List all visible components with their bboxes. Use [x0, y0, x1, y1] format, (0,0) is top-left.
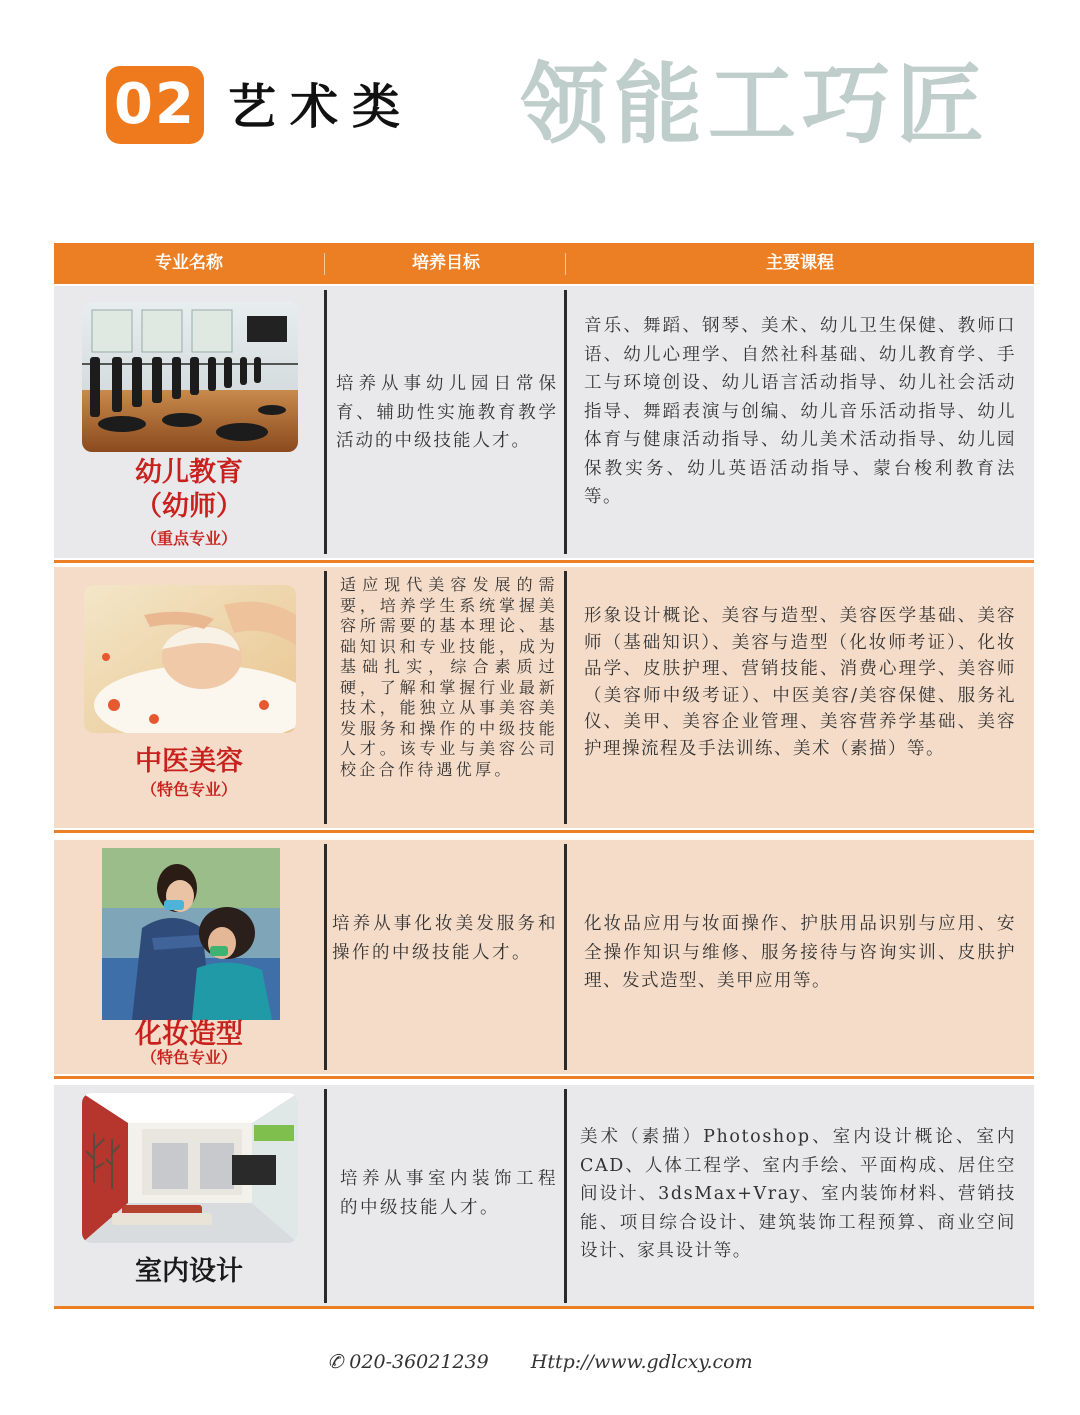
row-divider — [54, 560, 1034, 563]
major-name: 化妆造型 — [135, 1019, 243, 1050]
category-title: 艺术类 — [228, 79, 415, 135]
main-courses: 形象设计概论、美容与造型、美容医学基础、美容师（基础知识）、美容与造型（化妆师考证）、化妆品学、皮肤护理、营销技能、消费心理学、美容师（美容师中级考证）、中医美容/美容保健、服务礼仪、美甲、美容企业管理、美容营养学基础、美容护理操流程及手法训练、美术（素描）等。 — [584, 606, 1016, 759]
dance-studio-photo — [82, 302, 298, 452]
row-divider — [54, 1306, 1034, 1309]
table-row — [54, 1085, 1034, 1307]
section-number-badge: 02 — [106, 66, 204, 144]
column-divider — [324, 1089, 327, 1303]
column-header-goal: 培养目标 — [412, 253, 480, 273]
facial-massage-photo — [84, 585, 296, 733]
column-header-major: 专业名称 — [155, 253, 223, 273]
column-header-courses: 主要课程 — [766, 253, 834, 273]
major-name: 室内设计 — [135, 1256, 243, 1287]
row-divider — [54, 1076, 1034, 1079]
training-goal: 适应现代美容发展的需要，培养学生系统掌握美容所需要的基本理论、基础知识和专业技能，成为基础扎实，综合素质过硬，了解和掌握行业最新技术，能独立从事美容美发服务和操作的中级技能人才。该专业与美容公司校企合作待遇优厚。 — [340, 575, 558, 779]
training-goal: 培养从事化妆美发服务和操作的中级技能人才。 — [332, 914, 558, 963]
column-divider — [564, 844, 567, 1070]
footer — [0, 1347, 1080, 1377]
major-tag: （特色专业） — [140, 1048, 237, 1067]
column-divider — [564, 1089, 567, 1303]
main-courses: 美术（素描）Photoshop、室内设计概论、室内CAD、人体工程学、室内手绘、平面构成、居住空间设计、3dsMax+Vray、室内装饰材料、营销技能、项目综合设计、建筑装饰工程预算、商业空间设计、家具设计等。 — [580, 1127, 1016, 1261]
major-name: 中医美容 — [135, 746, 243, 777]
major-subtitle: （幼师） — [135, 491, 243, 522]
training-goal: 培养从事幼儿园日常保育、辅助性实施教育教学活动的中级技能人才。 — [336, 374, 558, 451]
main-courses: 音乐、舞蹈、钢琴、美术、幼儿卫生保健、教师口语、幼儿心理学、自然社科基础、幼儿教育学、手工与环境创设、幼儿语言活动指导、幼儿社会活动指导、舞蹈表演与创编、幼儿音乐活动指导、幼儿体育与健康活动指导、幼儿美术活动指导、幼儿园保教实务、幼儿英语活动指导、蒙台梭利教育法等。 — [584, 316, 1016, 507]
column-divider — [564, 290, 567, 554]
major-tag: （特色专业） — [140, 780, 237, 799]
table-row — [54, 286, 1034, 558]
column-divider — [324, 290, 327, 554]
main-courses: 化妆品应用与妆面操作、护肤用品识别与应用、安全操作知识与维修、服务接待与咨询实训、皮肤护理、发式造型、美甲应用等。 — [584, 914, 1016, 991]
header-divider — [324, 253, 325, 275]
major-tag: （重点专业） — [140, 529, 237, 548]
table-header — [54, 243, 1034, 284]
column-divider — [324, 571, 327, 824]
makeup-artist-photo — [102, 848, 280, 1020]
major-name: 幼儿教育 — [135, 457, 243, 488]
training-goal: 培养从事室内装饰工程的中级技能人才。 — [340, 1169, 558, 1218]
column-divider — [324, 844, 327, 1070]
table-row — [54, 840, 1034, 1074]
footer-phone: ✆ 020-36021239 — [327, 1351, 489, 1373]
interior-room-photo — [82, 1093, 298, 1243]
column-divider — [564, 571, 567, 824]
table-row — [54, 567, 1034, 828]
row-divider — [54, 830, 1034, 833]
slogan: 领能工巧匠 — [519, 52, 990, 156]
footer-website[interactable]: Http://www.gdlcxy.com — [530, 1351, 753, 1373]
